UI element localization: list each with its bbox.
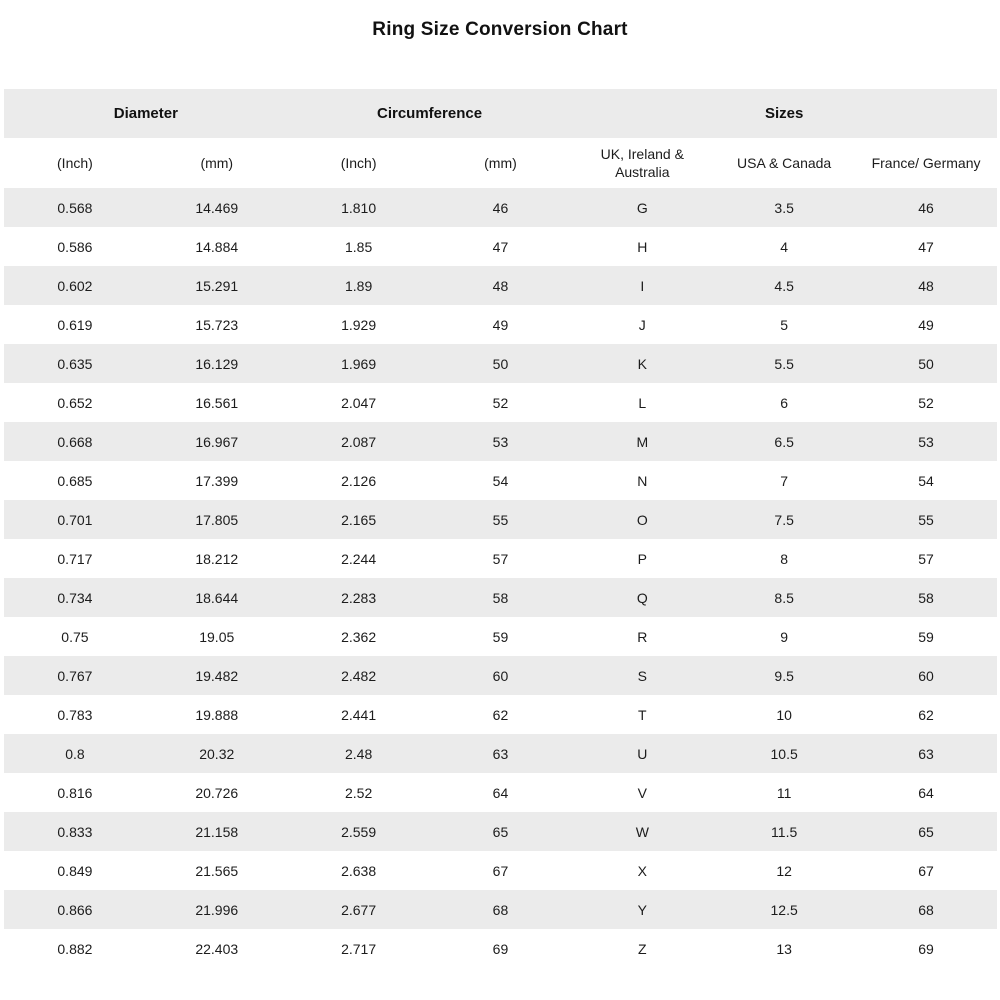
table-row (4, 344, 997, 383)
table-row (4, 929, 997, 968)
table-cell: 9 (780, 628, 789, 645)
table-cell: 67 (492, 862, 509, 879)
table-cell: 57 (492, 550, 509, 567)
table-cell: 2.165 (288, 500, 430, 539)
column-header-row (4, 138, 997, 188)
table-cell: 2.559 (288, 812, 430, 851)
table-cell: N (637, 472, 648, 489)
table-cell: 20.32 (146, 734, 288, 773)
table-cell: 0.685 (57, 472, 93, 489)
table-cell: 68 (430, 890, 572, 929)
column-header-circumference-inch: (Inch) (288, 138, 430, 188)
group-header-sizes: Sizes (571, 89, 997, 138)
table-cell: 55 (430, 500, 572, 539)
table-row (4, 617, 997, 656)
table-cell: 18.212 (195, 550, 239, 567)
column-header-circumference-mm: (mm) (430, 138, 572, 188)
table-cell: 2.362 (341, 628, 377, 645)
table-cell: P (637, 550, 647, 567)
table-cell: 0.619 (57, 316, 93, 333)
column-header-diameter-mm: (mm) (146, 138, 288, 188)
table-cell: J (638, 316, 646, 333)
table-cell: 1.89 (288, 266, 430, 305)
table-cell: 15.291 (146, 266, 288, 305)
table-cell: 5.5 (713, 344, 855, 383)
table-cell: W (571, 812, 713, 851)
table-cell: 62 (918, 706, 934, 723)
table-cell: 53 (430, 422, 572, 461)
table-cell: 0.701 (4, 500, 146, 539)
table-cell: 16.561 (195, 394, 239, 411)
table-cell: 6 (780, 394, 789, 411)
table-cell: 0.866 (4, 890, 146, 929)
table-cell: 2.638 (341, 862, 377, 879)
table-cell: R (637, 628, 648, 645)
table-cell: 48 (430, 266, 572, 305)
table-cell: 3.5 (713, 188, 855, 227)
table-cell: 49 (918, 316, 934, 333)
table-cell: 46 (430, 188, 572, 227)
table-cell: 0.816 (57, 784, 93, 801)
table-cell: 63 (855, 734, 997, 773)
table-cell: 12.5 (713, 890, 855, 929)
table-cell: 13 (776, 940, 792, 957)
table-row (4, 500, 997, 539)
table-cell: 0.717 (57, 550, 93, 567)
table-cell: 18.644 (146, 578, 288, 617)
table-cell: 64 (492, 784, 509, 801)
column-header-usa-canada: USA & Canada (713, 138, 855, 188)
table-cell: 11 (776, 784, 792, 801)
table-cell: 22.403 (195, 940, 239, 957)
column-header-uk-ireland-australia: UK, Ireland & Australia (571, 138, 713, 188)
table-cell: 59 (918, 628, 934, 645)
table-cell: 2.126 (341, 472, 377, 489)
table-cell: 58 (430, 578, 572, 617)
page-title: Ring Size Conversion Chart (372, 19, 628, 40)
table-cell: 7 (780, 472, 789, 489)
table-cell: 17.399 (195, 472, 239, 489)
table-cell: 4.5 (713, 266, 855, 305)
table-cell: 21.158 (146, 812, 288, 851)
table-row (4, 422, 997, 461)
table-cell: 12 (776, 862, 792, 879)
group-header-diameter: Diameter (4, 89, 288, 138)
table-cell: 63 (430, 734, 572, 773)
table-row (4, 383, 997, 422)
table-cell: 49 (492, 316, 509, 333)
table-cell: 0.849 (57, 862, 93, 879)
table-cell: Z (638, 940, 647, 957)
table-row (4, 578, 997, 617)
table-cell: H (637, 238, 648, 255)
table-cell: 48 (855, 266, 997, 305)
table-cell: 14.469 (146, 188, 288, 227)
table-cell: 0.652 (57, 394, 93, 411)
table-cell: 8 (780, 550, 789, 567)
column-header-france-germany: France/ Germany (855, 138, 997, 188)
table-cell: T (638, 706, 647, 723)
table-row (4, 266, 997, 305)
table-cell: 4 (780, 238, 789, 255)
table-cell: 46 (855, 188, 997, 227)
table-cell: 54 (918, 472, 934, 489)
table-cell: 60 (855, 656, 997, 695)
table-cell: 69 (918, 940, 934, 957)
table-cell: 1.929 (341, 316, 377, 333)
table-header (4, 89, 997, 188)
table-cell: 2.047 (341, 394, 377, 411)
table-cell: 7.5 (713, 500, 855, 539)
table-cell: 1.85 (344, 238, 373, 255)
ring-size-table (4, 89, 997, 968)
table-cell: 11.5 (713, 812, 855, 851)
table-cell: 0.833 (4, 812, 146, 851)
table-cell: X (637, 862, 647, 879)
table-cell: 47 (918, 238, 934, 255)
table-cell: 14.884 (195, 238, 239, 255)
table-cell: 2.677 (288, 890, 430, 929)
table-row (4, 851, 997, 890)
table-cell: L (638, 394, 647, 411)
group-header-row (4, 89, 997, 138)
group-header-circumference: Circumference (288, 89, 572, 138)
table-cell: 67 (918, 862, 934, 879)
table-cell: 1.969 (288, 344, 430, 383)
table-cell: 0.734 (4, 578, 146, 617)
table-cell: 5 (780, 316, 789, 333)
table-cell: 47 (492, 238, 509, 255)
table-row (4, 188, 997, 227)
table-cell: 2.441 (341, 706, 377, 723)
table-cell: 2.283 (288, 578, 430, 617)
table-cell: 0.882 (57, 940, 93, 957)
table-cell: K (571, 344, 713, 383)
table-cell: 2.52 (344, 784, 373, 801)
table-cell: 0.668 (4, 422, 146, 461)
table-cell: 0.767 (4, 656, 146, 695)
table-cell: 16.129 (146, 344, 288, 383)
table-cell: O (571, 500, 713, 539)
table-row (4, 656, 997, 695)
table-cell: G (571, 188, 713, 227)
table-cell: 16.967 (146, 422, 288, 461)
table-cell: 15.723 (195, 316, 239, 333)
table-cell: 9.5 (713, 656, 855, 695)
table-cell: 54 (492, 472, 509, 489)
table-cell: 0.602 (4, 266, 146, 305)
table-cell: 10.5 (713, 734, 855, 773)
table-cell: 0.568 (4, 188, 146, 227)
table-cell: M (571, 422, 713, 461)
table-cell: 55 (855, 500, 997, 539)
table-cell: 0.75 (61, 628, 89, 645)
table-cell: 53 (855, 422, 997, 461)
table-cell: 65 (855, 812, 997, 851)
table-cell: 57 (918, 550, 934, 567)
table-row (4, 305, 997, 344)
table-cell: Q (571, 578, 713, 617)
table-body (4, 188, 997, 968)
table-row (4, 695, 997, 734)
table-row (4, 812, 997, 851)
table-row (4, 890, 997, 929)
table-cell: 58 (855, 578, 997, 617)
table-cell: S (571, 656, 713, 695)
table-cell: 20.726 (195, 784, 239, 801)
table-cell: 50 (430, 344, 572, 383)
table-row (4, 773, 997, 812)
table-cell: 19.482 (146, 656, 288, 695)
table-cell: 0.635 (4, 344, 146, 383)
table-cell: 0.8 (4, 734, 146, 773)
table-cell: 2.717 (341, 940, 377, 957)
table-row (4, 461, 997, 500)
table-cell: 21.565 (195, 862, 239, 879)
table-cell: 21.996 (146, 890, 288, 929)
table-row (4, 227, 997, 266)
table-cell: 19.05 (199, 628, 235, 645)
table-cell: 52 (918, 394, 934, 411)
table-cell: 19.888 (195, 706, 239, 723)
table-cell: 17.805 (146, 500, 288, 539)
table-cell: 2.48 (288, 734, 430, 773)
table-cell: Y (571, 890, 713, 929)
table-cell: 0.586 (57, 238, 93, 255)
table-cell: 50 (855, 344, 997, 383)
table-cell: V (637, 784, 647, 801)
table-cell: 65 (430, 812, 572, 851)
table-cell: 0.783 (57, 706, 93, 723)
table-cell: I (571, 266, 713, 305)
table-cell: 2.087 (288, 422, 430, 461)
table-cell: 8.5 (713, 578, 855, 617)
table-cell: 64 (918, 784, 934, 801)
table-cell: 68 (855, 890, 997, 929)
table-cell: 52 (492, 394, 509, 411)
table-cell: 69 (492, 940, 509, 957)
table-cell: 2.244 (341, 550, 377, 567)
table-cell: 62 (492, 706, 509, 723)
table-row (4, 734, 997, 773)
column-header-diameter-inch: (Inch) (4, 138, 146, 188)
table-cell: 2.482 (288, 656, 430, 695)
table-cell: 10 (776, 706, 792, 723)
table-cell: 6.5 (713, 422, 855, 461)
table-cell: 59 (492, 628, 509, 645)
table-cell: U (571, 734, 713, 773)
table-row (4, 539, 997, 578)
table-cell: 1.810 (288, 188, 430, 227)
table-cell: 60 (430, 656, 572, 695)
